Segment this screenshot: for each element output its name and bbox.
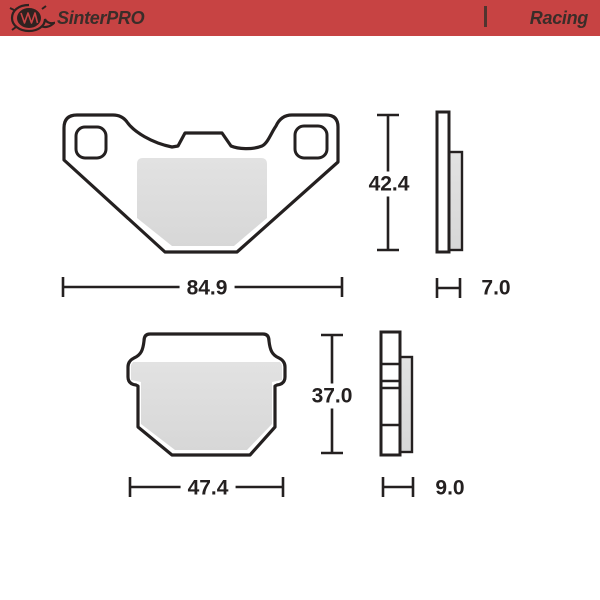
rear-pad-thickness-dimension bbox=[383, 477, 413, 497]
rear-pad-width-label: 47.4 bbox=[181, 476, 236, 501]
rear-pad-thickness-label: 9.0 bbox=[428, 476, 471, 501]
rear-pad-side-friction bbox=[400, 357, 412, 452]
front-pad-width-label: 84.9 bbox=[180, 276, 235, 301]
front-pad-left-hole bbox=[76, 127, 106, 158]
rear-pad-height-label: 37.0 bbox=[305, 384, 360, 409]
front-pad-thickness-label: 7.0 bbox=[474, 276, 517, 301]
rear-pad-outline bbox=[128, 334, 285, 455]
front-pad-side-plate bbox=[437, 112, 449, 252]
rear-pad-side-plate bbox=[381, 332, 400, 455]
edition-label: Racing bbox=[529, 7, 588, 28]
brand-name: SinterPRO bbox=[57, 7, 145, 28]
front-pad-height-label: 42.4 bbox=[362, 172, 417, 197]
front-pad-thickness-dimension bbox=[437, 278, 460, 298]
front-pad-right-hole bbox=[295, 126, 327, 158]
front-pad-side-friction bbox=[449, 152, 462, 250]
